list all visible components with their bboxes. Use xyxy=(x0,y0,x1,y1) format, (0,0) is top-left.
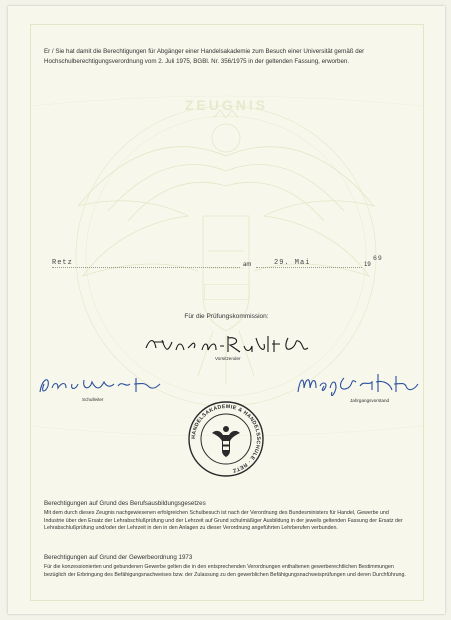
commission-label: Für die Prüfungskommission: xyxy=(184,313,269,320)
official-school-stamp xyxy=(186,399,266,479)
watermark-title: ZEUGNIS xyxy=(184,97,269,113)
year-prefix: 19 xyxy=(364,262,371,268)
seal-placeholder-box xyxy=(204,284,250,300)
date-line xyxy=(256,267,362,268)
head-signature xyxy=(36,372,166,400)
class-teacher-role: Jahrgangsvorstand xyxy=(350,398,390,403)
section-body-trade: Für die konzessionierten und gebundenen Gewerbe gelten die in den entsprechenden Verordnungen enthaltenen gewerberechtlichen Bestimmungen bezüglich der Erbringung des Befähigungsnachweises bzw. der Zulassung zu den gewerblichen Befähigungsnachweisprüfungen und deren Durchführung. xyxy=(44,564,406,578)
section-body-vocational: Mit dem durch dieses Zeugnis nachgewiesenen erfolgreichen Schulbesuch ist nach der Verordnung des Bundesministers für Handel, Gewerbe und Industrie über den Ersatz der Lehrabschlußprüfung und der Lehrzeit auf Grund schulmäßiger Ausbildung in der jeweils geltenden Fassung der Ersatz der Lehrabschlußprüfung und/oder der Lehrzeit in den in den Anlagen zu dieser Verordnung angeführten Lehrberufen verbunden. xyxy=(44,510,403,532)
chair-signature xyxy=(142,332,312,358)
head-role: Schulleiter xyxy=(82,397,104,402)
chair-role: Vorsitzender xyxy=(215,356,241,361)
section-heading-vocational: Berechtigungen auf Grund des Berufsausbildungsgesetzes xyxy=(44,500,206,507)
section-heading-trade: Berechtigungen auf Grund der Gewerbeordnung 1973 xyxy=(44,554,193,561)
date-value: 29. Mai xyxy=(274,259,311,267)
year-suffix: 69 xyxy=(373,255,383,262)
stamp-ring-text: HANDELSAKADEMIE & HANDELSSCHULE · RETZ xyxy=(190,403,262,474)
place-line xyxy=(52,267,240,268)
certificate-page xyxy=(8,6,445,614)
date-separator: am xyxy=(243,262,252,268)
intro-paragraph: Er / Sie hat damit die Berechtigungen für Abgänger einer Handelsakademie zum Besuch einer Universität gemäß der Hochschulberechtigungsverordnung vom 2. Juli 1975, BGBl. Nr. 356/1975 in der geltenden Fassung, erworben. xyxy=(44,48,365,65)
place-value: Retz xyxy=(52,259,73,267)
